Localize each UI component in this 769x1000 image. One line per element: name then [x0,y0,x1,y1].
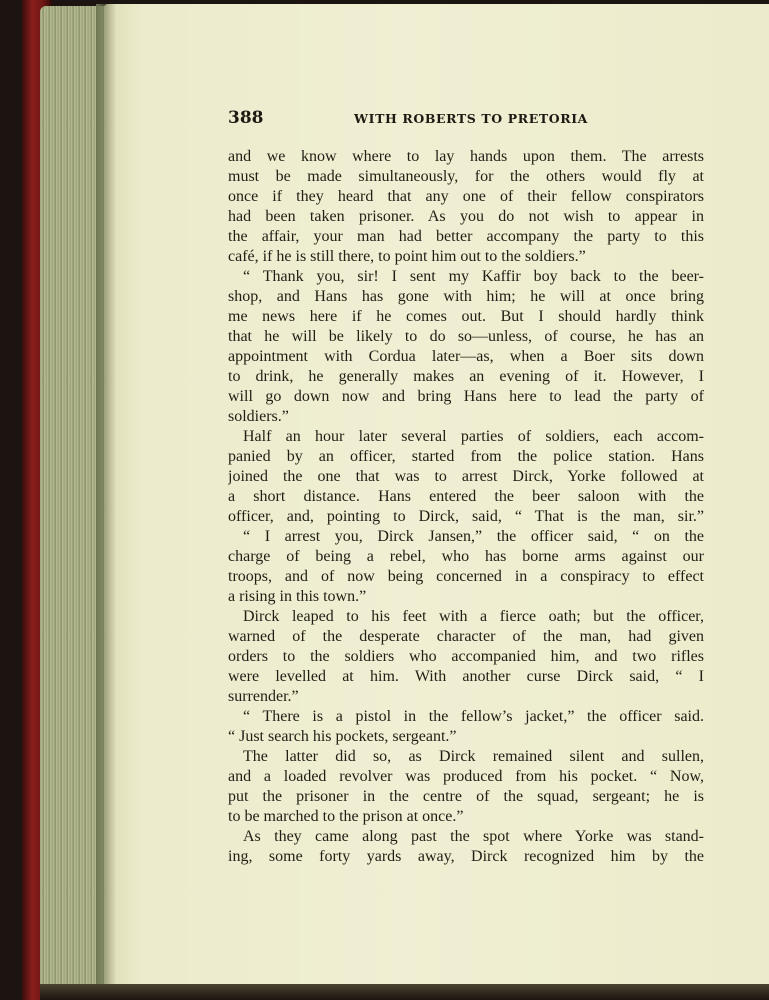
text-line: officer, and, pointing to Dirck, said, “ That is the man, sir.” [228,508,704,525]
gutter-shadow [96,4,116,996]
text-line: a rising in this town.” [228,588,367,605]
text-line: The latter did so, as Dirck remained silent and sullen, [243,748,704,765]
text-line: Half an hour later several parties of soldiers, each accom- [243,428,704,445]
text-line: to drink, he generally makes an evening of it. However, I [228,368,704,385]
text-line: Dirck leaped to his feet with a fierce oath; but the officer, [243,608,704,625]
text-line: troops, and of now being concerned in a conspiracy to effect [228,568,704,585]
text-line: surrender.” [228,688,299,705]
text-line: will go down now and bring Hans here to lead the party of [228,388,704,405]
page-number: 388 [228,108,264,128]
text-line: As they came along past the spot where Yorke was stand- [243,828,704,845]
text-line: to be marched to the prison at once.” [228,808,464,825]
body-text [228,147,704,867]
text-line: panied by an officer, started from the police station. Hans [228,448,704,465]
text-line: “ Just search his pockets, sergeant.” [228,728,457,745]
text-line: the affair, your man had better accompany the party to this [228,228,704,245]
text-line: had been taken prisoner. As you do not wish to appear in [228,208,704,225]
text-line: once if they heard that any one of their fellow conspirators [228,188,704,205]
text-line: “ Thank you, sir! I sent my Kaffir boy back to the beer- [243,268,704,285]
page-header [228,108,704,132]
text-line: and a loaded revolver was produced from his pocket. “ Now, [228,768,704,785]
text-line: soldiers.” [228,408,289,425]
text-line: shop, and Hans has gone with him; he will at once bring [228,288,704,305]
text-line: orders to the soldiers who accompanied him, and two rifles [228,648,704,665]
text-line: ing, some forty yards away, Dirck recognized him by the [228,848,704,865]
text-line: that he will be likely to do so—unless, of course, he has an [228,328,704,345]
text-line: “ There is a pistol in the fellow’s jacket,” the officer said. [243,708,704,725]
text-line: a short distance. Hans entered the beer saloon with the [228,488,704,505]
text-line: me news here if he comes out. But I should hardly think [228,308,704,325]
running-head: WITH ROBERTS TO PRETORIA [354,111,588,126]
bottom-shadow [40,984,769,1000]
text-line: warned of the desperate character of the man, had given [228,628,704,645]
text-line: “ I arrest you, Dirck Jansen,” the officer said, “ on the [243,528,704,545]
text-line: put the prisoner in the centre of the squad, sergeant; he is [228,788,704,805]
text-line: joined the one that was to arrest Dirck, Yorke followed at [228,468,704,485]
text-line: charge of being a rebel, who has borne arms against our [228,548,704,565]
text-line: were levelled at him. With another curse Dirck said, “ I [228,668,704,685]
text-line: and we know where to lay hands upon them. The arrests [228,148,704,165]
text-line: appointment with Cordua later—as, when a Boer sits down [228,348,704,365]
text-line: café, if he is still there, to point him out to the soldiers.” [228,248,586,265]
text-line: must be made simultaneously, for the others would fly at [228,168,704,185]
